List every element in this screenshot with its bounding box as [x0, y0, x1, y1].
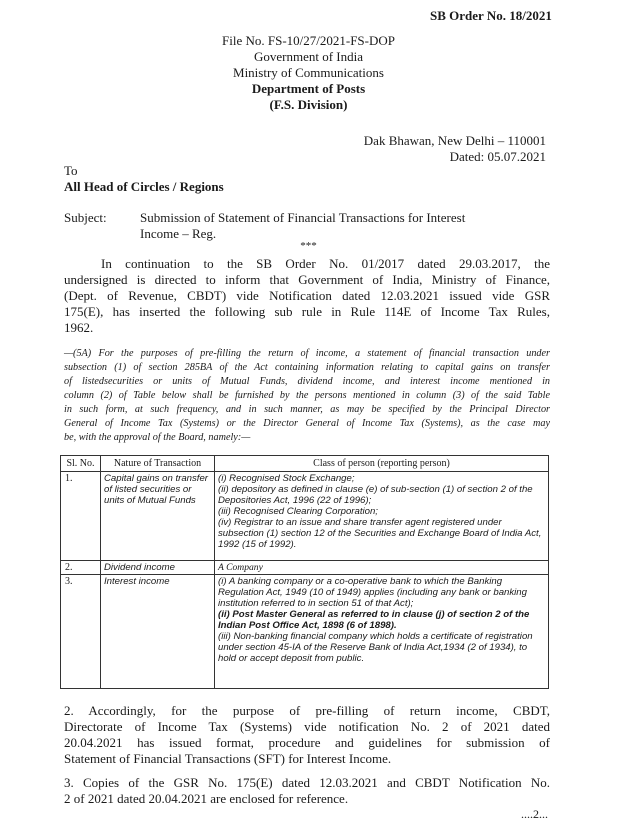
addressee: All Head of Circles / Regions: [64, 179, 224, 194]
para2-line-4: Statement of Financial Transactions (SFT) for Interest Income.: [64, 751, 392, 766]
separator: ***: [300, 240, 317, 252]
order-number: SB Order No. 18/2021: [430, 8, 552, 23]
row1-class-line-3: (iii) Recognised Clearing Corporation;: [218, 506, 378, 517]
row1-class: [215, 472, 549, 561]
rule-line-1: —(5A) For the purposes of pre-filling the return of income, a statement of financial transaction under: [64, 348, 550, 359]
row1-class-line-1: (i) Recognised Stock Exchange;: [218, 473, 355, 484]
subject-label: Subject:: [64, 210, 107, 225]
rule-line-2: subsection (1) of section 285BA of the Act containing information relating to capital gains on transfer: [64, 362, 550, 373]
header-nature: Nature of Transaction: [101, 456, 215, 472]
rule-line-4: column (2) of Table below shall be furnished by the persons mentioned in column (3) of the said Table: [64, 390, 550, 401]
place-line: Dak Bhawan, New Delhi – 110001: [363, 133, 546, 148]
government-line: Government of India: [253, 49, 364, 64]
row3-class-line-iii: (iii) Non-banking financial company which holds a certificate of registration under section 45-IA of the Reserve Bank of India Act,1934 (2 of 1934), to hold or accept deposit from public.: [218, 631, 533, 664]
header-sl-no: Sl. No.: [61, 456, 101, 472]
transaction-table: [60, 455, 549, 689]
row1-class-line-2: (ii) depository as defined in clause (e) of sub-section (1) of section 2 of the Depositories Act, 1996 (22 of 1996);: [218, 484, 533, 506]
row2-sl: 2.: [61, 561, 101, 575]
header-class: Class of person (reporting person): [215, 456, 549, 472]
row3-sl: 3.: [61, 575, 101, 689]
department-line: Department of Posts: [251, 81, 366, 96]
table-header-row: [61, 456, 549, 472]
row2-class: A Company: [215, 561, 549, 575]
para1-line-2: undersigned is directed to inform that Government of India, Ministry of Finance,: [64, 272, 550, 287]
table-row: [61, 472, 549, 561]
para1-line-1: In continuation to the SB Order No. 01/2017 dated 29.03.2017, the: [101, 256, 550, 271]
file-number: File No. FS-10/27/2021-FS-DOP: [222, 33, 395, 48]
rule-line-6: General of Income Tax (Systems) or the Director General of Income Tax (Systems), as the case may: [64, 418, 550, 429]
rule-line-5: in such form, at such frequency, and in such manner, as may be specified by the Principal Director: [64, 404, 550, 415]
row3-nature: Interest income: [101, 575, 215, 689]
para1-line-5: 1962.: [64, 320, 94, 335]
division-line: (F.S. Division): [269, 97, 348, 112]
table-row: [61, 575, 549, 689]
row2-nature: Dividend income: [101, 561, 215, 575]
row1-class-line-4: (iv) Registrar to an issue and share transfer agent registered under subsection (1) section 12 of the Securities and Exchange Board of India Act, 1992 (15 of 1992).: [218, 517, 542, 550]
para3-line-1: 3. Copies of the GSR No. 175(E) dated 12.03.2021 and CBDT Notification No.: [64, 775, 550, 790]
subject-line-2: Income – Reg.: [140, 226, 217, 241]
para2-line-1: 2. Accordingly, for the purpose of pre-filling of return income, CBDT,: [64, 703, 550, 718]
row1-sl: 1.: [61, 472, 101, 561]
para1-line-3: (Dept. of Revenue, CBDT) vide Notification dated 12.03.2021 issued vide GSR: [64, 288, 550, 303]
date-line: Dated: 05.07.2021: [449, 149, 546, 164]
table-row: [61, 561, 549, 575]
ministry-line: Ministry of Communications: [233, 65, 384, 80]
row3-class: [215, 575, 549, 689]
para3-line-2: 2 of 2021 dated 20.04.2021 are enclosed for reference.: [64, 791, 349, 806]
subject-line-1: Submission of Statement of Financial Transactions for Interest: [140, 210, 466, 225]
row3-class-line-ii: (ii) Post Master General as referred to in clause (j) of section 2 of the Indian Post Office Act, 1898 (6 of 1898).: [218, 609, 530, 631]
rule-line-3: of listedsecurities or units of Mutual Funds, dividend income, and interest income mentioned in: [64, 376, 550, 387]
para2-line-2: Directorate of Income Tax (Systems) vide notification No. 2 of 2021 dated: [64, 719, 550, 734]
rule-line-7: be, with the approval of the Board, namely:—: [64, 432, 251, 443]
to-label: To: [64, 163, 78, 178]
row3-class-line-i: (i) A banking company or a co-operative bank to which the Banking Regulation Act, 1949 (10 of 1949) applies (including any bank or banking institution referred to in section 51 of that Act);: [218, 576, 527, 609]
page-continuation: ....2...: [521, 807, 548, 821]
para2-line-3: 20.04.2021 has issued format, procedure and guidelines for submission of: [64, 735, 550, 750]
para1-line-4: 175(E), has inserted the following sub rule in Rule 114E of Income Tax Rules,: [64, 304, 550, 319]
row1-nature: Capital gains on transfer of listed securities or units of Mutual Funds: [101, 472, 215, 561]
